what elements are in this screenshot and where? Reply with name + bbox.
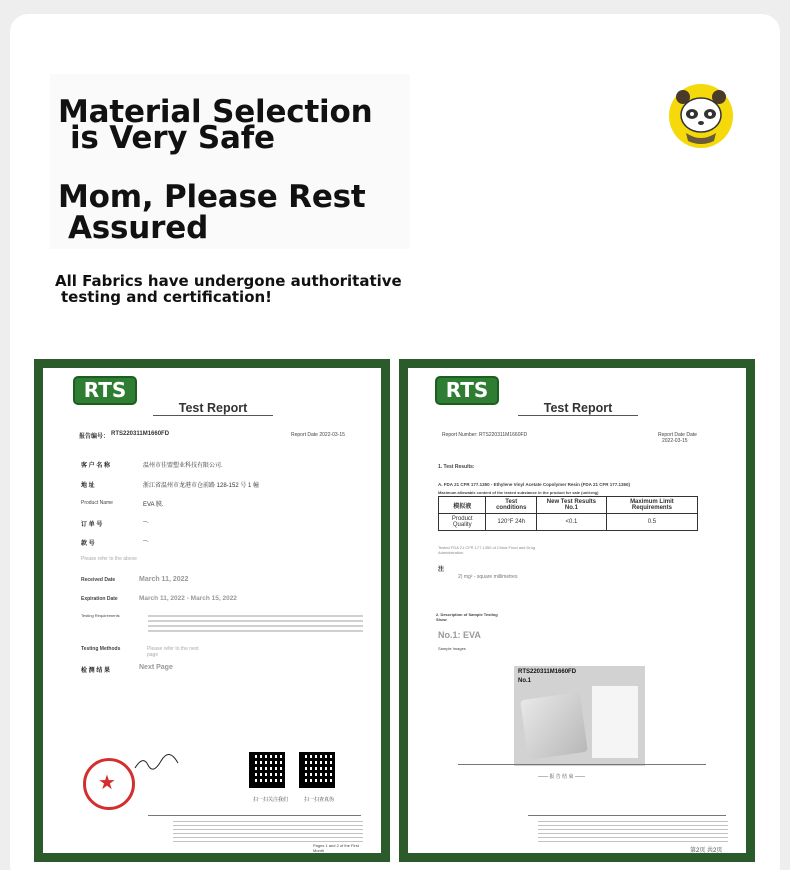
row-value: --. [143, 538, 149, 544]
sample-images-label: Sample Images [438, 646, 466, 651]
result-label: 检 测 结 果 [81, 668, 111, 674]
signature-icon [133, 753, 183, 773]
qr-code-verify[interactable] [299, 752, 335, 788]
product-info-card [10, 14, 780, 870]
table-row [439, 514, 698, 531]
footer-divider [148, 815, 361, 816]
table-cell: 0.5 [606, 514, 697, 531]
report-paper-1 [43, 368, 381, 853]
photo-label-2: No.1 [518, 678, 532, 684]
section-a-heading: A. FDA 21 CFR 177.1350 - Ethylene Vinyl Acetate Copolymer Resin (FDA 21 CFR 177.1350) [438, 482, 630, 487]
section-2-heading: 2. Description of Sample Testing Show [436, 612, 498, 622]
result-value: Next Page [139, 664, 173, 671]
sample-number: No.1: EVA [438, 630, 481, 640]
row-label: 订 单 号 [81, 522, 103, 528]
test-report-page-1 [34, 359, 390, 862]
report-title: Test Report [153, 401, 273, 416]
end-divider [458, 764, 706, 765]
footer-blurred-text [173, 820, 363, 842]
row-label: 款 号 [81, 541, 95, 547]
table-cell: <0.1 [537, 514, 607, 531]
report-number: Report Number: RTS220311M1660FD [442, 432, 528, 438]
row-value: EVA 膜. [143, 502, 164, 508]
panda-mascot-icon [668, 83, 734, 149]
table-header: 模拟液 [439, 497, 486, 514]
note-text: Please refer to the above [81, 556, 137, 562]
eva-sheet-image [592, 686, 638, 758]
page-number: 第2页 共2页 [690, 848, 723, 853]
row-value: 温州市佳盟塑业科技有限公司. [143, 463, 223, 469]
row-label: 地 址 [81, 483, 95, 489]
received-label: Received Date [81, 577, 116, 583]
headline-line-3: Mom, Please Rest [58, 179, 366, 215]
section-1-heading: 1. Test Results: [438, 464, 475, 470]
photo-label-1: RTS220311M1660FD [518, 669, 577, 675]
rts-logo: RTS [435, 376, 499, 405]
row-label: 客 户 名 称 [81, 463, 111, 469]
row-value: --. [143, 519, 149, 525]
report-end: —— 报 告 结 束 —— [538, 774, 585, 780]
sample-photo [514, 666, 645, 766]
row-label: Product Name [81, 500, 113, 506]
footer-blurred-text [538, 820, 728, 842]
testing-methods-value: Please refer to the next page [147, 646, 199, 658]
note-label: 注 [438, 567, 445, 573]
report-paper-2 [408, 368, 746, 853]
subtitle-line-2: testing and certification! [61, 288, 273, 306]
expiration-label: Expiration Date [81, 596, 118, 602]
tested-by-text: Tested FDA 21 CFR 177.1350 of China Food and Drug Administration [438, 545, 536, 555]
table-caption: Maximum allowable content of the tested substance in the product for sale (unit:mg) [438, 490, 599, 495]
report-number: RTS220311M1660FD [111, 431, 170, 437]
testing-methods-label: Testing Methods [81, 646, 121, 652]
table-header: Maximum Limit Requirements [606, 497, 697, 514]
testing-requirements-blurred-text [148, 612, 363, 632]
qr1-caption: 扫一扫关注我们 [253, 797, 289, 803]
expiration-value: March 11, 2022 - March 15, 2022 [139, 595, 237, 602]
rts-logo: RTS [73, 376, 137, 405]
table-cell: Product Quality [439, 514, 486, 531]
stamp-star-icon: ★ [98, 772, 116, 794]
table-header: Test conditions [486, 497, 537, 514]
table-cell: 120°F 24h [486, 514, 537, 531]
table-header: New Test Results No.1 [537, 497, 607, 514]
headline-line-2: is Very Safe [70, 120, 275, 156]
note-value: 2) mg² - square millimetres [458, 574, 518, 580]
subtitle-line-1: All Fabrics have undergone authoritative [55, 272, 402, 290]
footer-divider [528, 815, 726, 816]
report-date-label: Report Date Date [658, 432, 697, 438]
headline-line-4: Assured [68, 210, 209, 246]
report-number-label: 报告编号： [79, 434, 110, 440]
qr-code-follow[interactable] [249, 752, 285, 788]
eva-bag-image [520, 692, 588, 760]
testing-requirements-label: Testing Requirements [81, 613, 120, 618]
headline-line-1: Material Selection [58, 94, 373, 130]
qr2-caption: 扫一扫查真伪 [304, 797, 335, 803]
report-date: 2022-03-15 [662, 438, 688, 444]
test-report-page-2 [399, 359, 755, 862]
page-number: Pages 1 and 2 of the First Month [313, 843, 359, 853]
received-value: March 11, 2022 [139, 576, 189, 583]
results-table [438, 496, 698, 531]
report-title: Test Report [518, 401, 638, 416]
row-value: 浙江省温州市龙港市仓前路 128-152 号 1 幢 [143, 483, 260, 489]
report-date: Report Date 2022-03-15 [291, 432, 345, 438]
